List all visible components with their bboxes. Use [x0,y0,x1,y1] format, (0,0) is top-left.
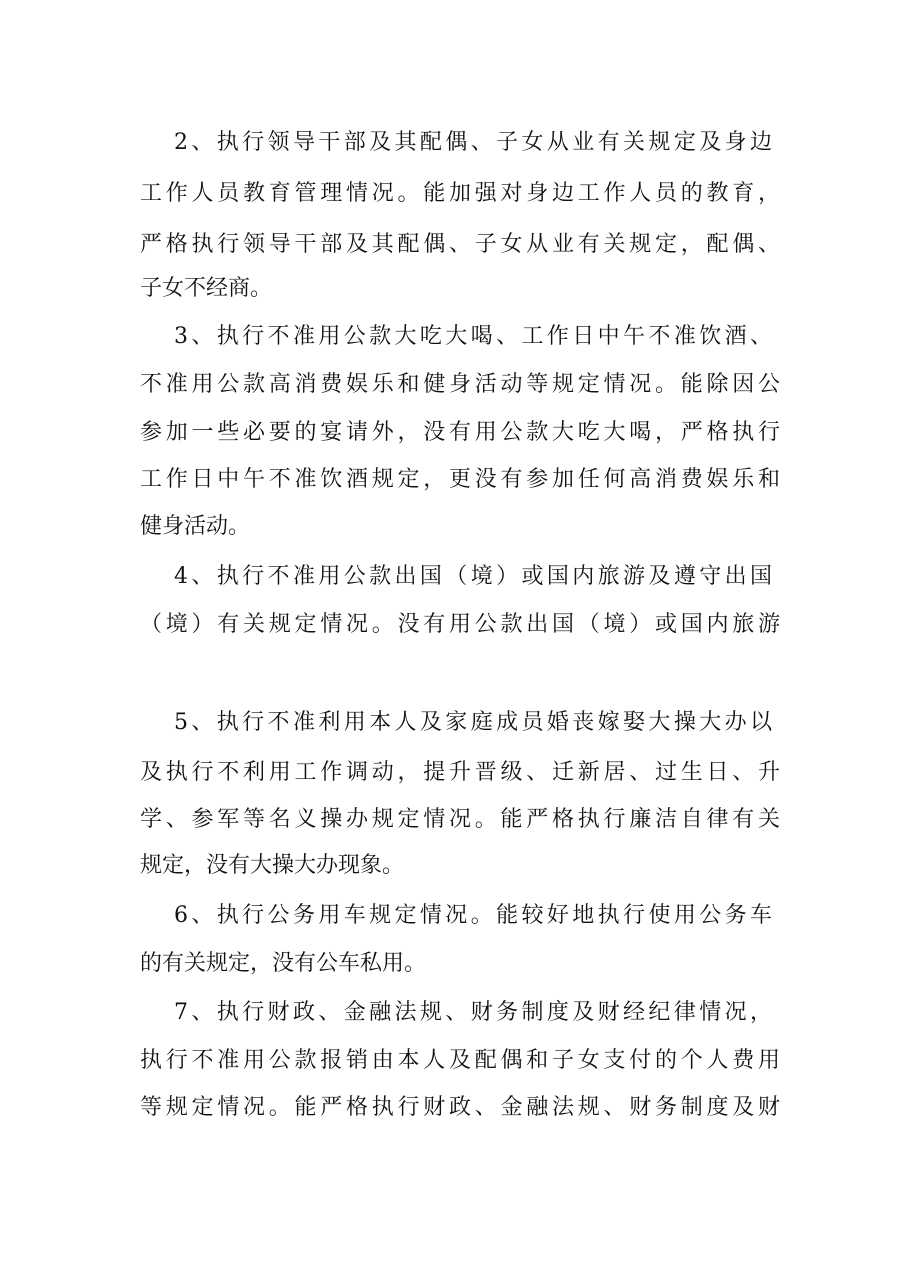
para-2-line-2: 工作人员教育管理情况。能加强对身边工作人员的教育， [140,181,780,206]
para-3-line-2: 不准用公款高消费娱乐和健身活动等规定情况。能除因公 [140,372,780,397]
para-3-line-5: 健身活动。 [140,514,251,539]
para-2-line-4: 子女不经商。 [140,276,273,301]
para-6-line-2: 的有关规定，没有公车私用。 [140,951,427,976]
para-4-line-2: （境）有关规定情况。没有用公款出国（境）或国内旅游 [140,612,780,637]
para-2-line-3: 严格执行领导干部及其配偶、子女从业有关规定，配偶、 [140,232,780,257]
para-5-line-3: 学、参军等名义操办规定情况。能严格执行廉洁自律有关 [140,807,780,832]
para-4-line-1: 4、执行不准用公款出国（境）或国内旅游及遵守出国 [174,564,772,589]
para-5-line-1: 5、执行不准利用本人及家庭成员婚丧嫁娶大操大办以 [174,710,772,735]
para-3-line-1: 3、执行不准用公款大吃大喝、工作日中午不准饮酒、 [174,324,772,349]
para-6-line-1: 6、执行公务用车规定情况。能较好地执行使用公务车 [174,903,772,928]
para-5-line-2: 及执行不利用工作调动，提升晋级、迁新居、过生日、升 [140,760,780,785]
para-5-line-4: 规定，没有大操大办现象。 [140,853,405,878]
para-3-line-4: 工作日中午不准饮酒规定，更没有参加任何高消费娱乐和 [140,467,780,492]
para-7-line-2: 执行不准用公款报销由本人及配偶和子女支付的个人费用 [140,1048,780,1073]
para-3-line-3: 参加一些必要的宴请外，没有用公款大吃大喝，严格执行 [140,420,780,445]
para-7-line-1: 7、执行财政、金融法规、财务制度及财经纪律情况， [174,1000,772,1025]
para-7-line-3: 等规定情况。能严格执行财政、金融法规、财务制度及财 [140,1095,780,1120]
para-2-line-1: 2、执行领导干部及其配偶、子女从业有关规定及身边 [174,130,772,155]
